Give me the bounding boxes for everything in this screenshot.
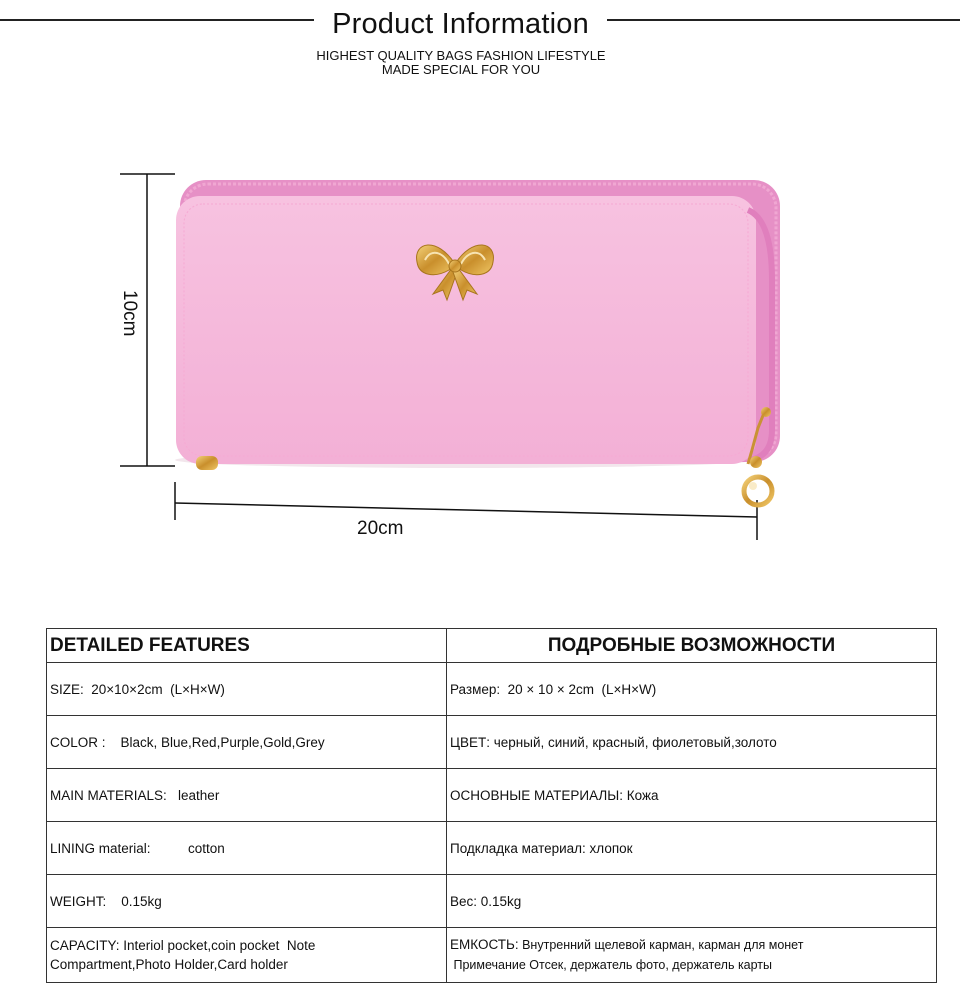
color-cell-ru <box>447 716 937 769</box>
color-label-ru: ЦВЕТ: <box>450 734 490 750</box>
size-cell-ru <box>447 663 937 716</box>
lining-cell <box>47 822 447 875</box>
color-label: COLOR : <box>50 734 106 750</box>
features-table <box>46 628 937 983</box>
color-value: Black, Blue,Red,Purple,Gold,Grey <box>105 734 325 750</box>
material-value-ru: Кожа <box>622 787 659 803</box>
material-label: MAIN MATERIALS: <box>50 787 167 803</box>
lining-value: cotton <box>150 840 225 856</box>
page-title: Product Information <box>332 8 589 40</box>
lining-label-ru: Подкладка материал: <box>450 840 586 856</box>
table-row <box>47 663 937 716</box>
material-cell <box>47 769 447 822</box>
weight-value-ru: 0.15kg <box>477 893 522 909</box>
weight-label: WEIGHT: <box>50 893 107 909</box>
capacity-value-line1: Interiol pocket,coin pocket Note <box>119 938 316 953</box>
table-row <box>47 822 937 875</box>
wallet <box>176 180 780 464</box>
capacity-label-ru: ЕМКОСТЬ: <box>450 937 519 952</box>
header-detailed-features-ru: ПОДРОБНЫЕ ВОЗМОЖНОСТИ <box>447 629 937 663</box>
table-header-row <box>47 629 937 663</box>
capacity-value-ru-line2: Примечание Отсек, держатель фото, держатель карты <box>450 958 773 972</box>
width-label: 20cm <box>357 518 404 539</box>
table-row <box>47 769 937 822</box>
material-value: leather <box>166 787 220 803</box>
lining-cell-ru <box>447 822 937 875</box>
table-row <box>47 716 937 769</box>
color-value-ru: черный, синий, красный, фиолетовый,золото <box>490 734 777 750</box>
material-cell-ru <box>447 769 937 822</box>
table-row <box>47 928 937 983</box>
capacity-cell <box>47 928 447 983</box>
table-row <box>47 875 937 928</box>
weight-value: 0.15kg <box>106 893 162 909</box>
capacity-label: CAPACITY: <box>50 938 120 953</box>
capacity-value-line2: Compartment,Photo Holder,Card holder <box>50 957 288 972</box>
page-subtitle-line2: MADE SPECIAL FOR YOU <box>381 62 541 77</box>
size-value: 20×10×2cm (L×H×W) <box>83 681 225 697</box>
lining-label: LINING material: <box>50 840 151 856</box>
material-label-ru: ОСНОВНЫЕ МАТЕРИАЛЫ: <box>450 787 623 803</box>
lining-value-ru: хлопок <box>585 840 633 856</box>
color-cell <box>47 716 447 769</box>
weight-label-ru: Вес: <box>450 893 478 909</box>
page-subtitle-line1: HIGHEST QUALITY BAGS FASHION LIFESTYLE <box>316 48 606 63</box>
size-value-ru: 20 × 10 × 2cm (L×H×W) <box>500 681 657 697</box>
size-label: SIZE: <box>50 681 84 697</box>
capacity-cell-ru <box>447 928 937 983</box>
header-detailed-features: DETAILED FEATURES <box>47 629 447 663</box>
header-rule-left <box>0 19 314 21</box>
product-figure <box>100 160 820 560</box>
wallet-illustration <box>100 160 820 560</box>
header-rule-right <box>607 19 960 21</box>
zipper-end-icon <box>196 456 218 470</box>
weight-cell-ru <box>447 875 937 928</box>
size-cell <box>47 663 447 716</box>
weight-cell <box>47 875 447 928</box>
width-dimension-line <box>175 482 757 540</box>
page-header <box>0 0 960 90</box>
capacity-value-ru-line1: Внутренний щелевой карман, карман для монет <box>518 938 804 952</box>
size-label-ru: Размер: <box>450 681 501 697</box>
height-label: 10cm <box>119 290 140 337</box>
